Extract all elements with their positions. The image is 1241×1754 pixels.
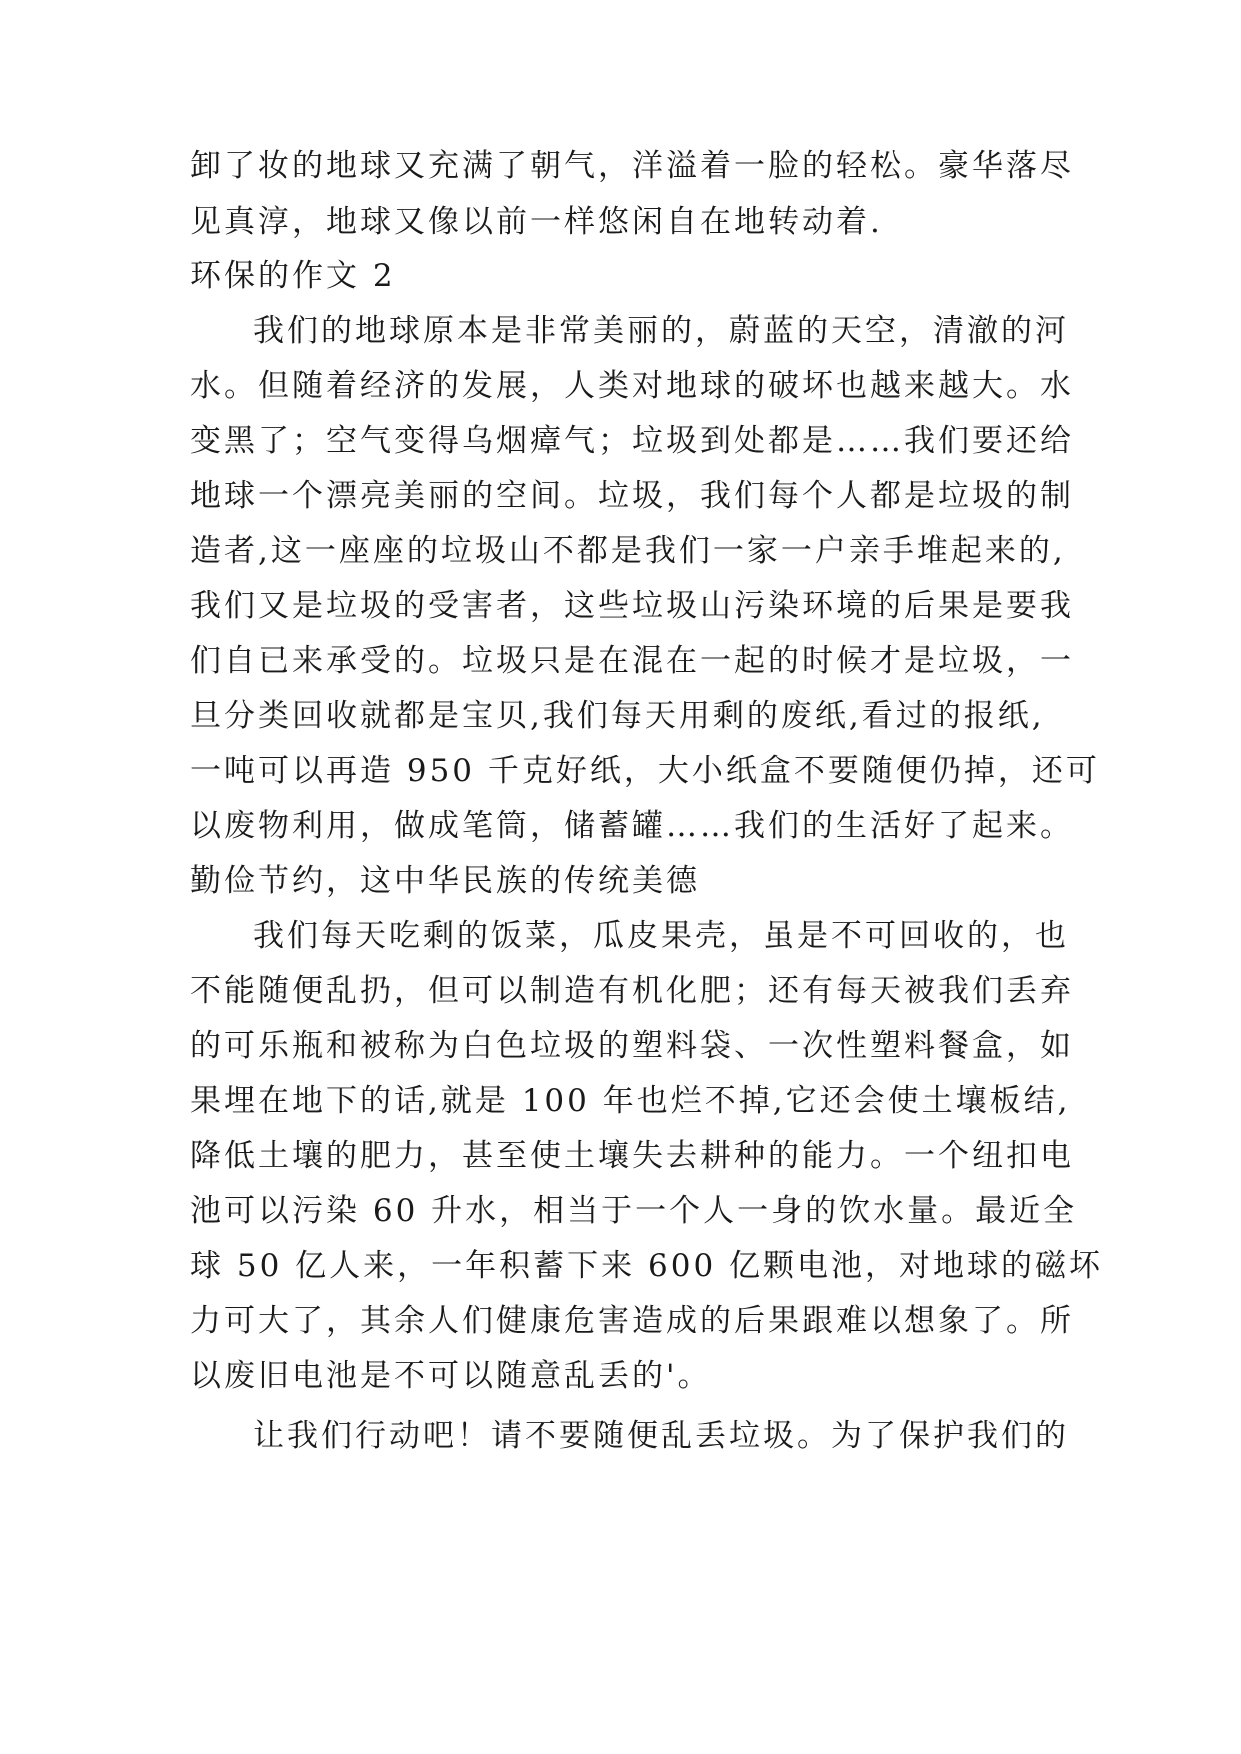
- paragraph-first-line: 让我们行动吧！请不要随便乱丢垃圾。为了保护我们的: [253, 1418, 1069, 1454]
- text-line: 地球一个漂亮美丽的空间。垃圾，我们每个人都是垃圾的制: [190, 478, 1074, 514]
- text-line: 以废物利用，做成笔筒，储蓄罐……我们的生活好了起来。: [190, 808, 1074, 844]
- text-line: 力可大了，其余人们健康危害造成的后果跟难以想象了。所: [190, 1303, 1074, 1339]
- text-line: 以废旧电池是不可以随意乱丢的'。: [190, 1358, 712, 1394]
- paragraph-first-line: 我们的地球原本是非常美丽的，蔚蓝的天空，清澈的河: [253, 313, 1069, 349]
- text-line: 见真淳，地球又像以前一样悠闲自在地转动着.: [190, 204, 883, 240]
- text-line: 的可乐瓶和被称为白色垃圾的塑料袋、一次性塑料餐盒，如: [190, 1028, 1074, 1064]
- text-line: 降低土壤的肥力，甚至使土壤失去耕种的能力。一个纽扣电: [190, 1138, 1074, 1174]
- text-line: 造者,这一座座的垃圾山不都是我们一家一户亲手堆起来的,: [190, 533, 1066, 569]
- text-line: 球 50 亿人来，一年积蓄下来 600 亿颗电池，对地球的磁坏: [190, 1248, 1104, 1284]
- section-heading: 环保的作文 2: [190, 258, 396, 294]
- text-line: 卸了妆的地球又充满了朝气，洋溢着一脸的轻松。豪华落尽: [190, 148, 1074, 184]
- text-line: 果埋在地下的话,就是 100 年也烂不掉,它还会使土壤板结,: [190, 1083, 1071, 1119]
- paragraph-first-line: 我们每天吃剩的饭菜，瓜皮果壳，虽是不可回收的，也: [253, 918, 1069, 954]
- text-line: 我们又是垃圾的受害者，这些垃圾山污染环境的后果是要我: [190, 588, 1074, 624]
- text-line: 一吨可以再造 950 千克好纸，大小纸盒不要随便仍掉，还可: [190, 753, 1100, 789]
- text-line: 们自已来承受的。垃圾只是在混在一起的时候才是垃圾，一: [190, 643, 1074, 679]
- text-line: 旦分类回收就都是宝贝,我们每天用剩的废纸,看过的报纸,: [190, 698, 1045, 734]
- text-line: 池可以污染 60 升水，相当于一个人一身的饮水量。最近全: [190, 1193, 1078, 1229]
- text-line: 不能随便乱扔，但可以制造有机化肥；还有每天被我们丢弃: [190, 973, 1074, 1009]
- text-line: 变黑了；空气变得乌烟瘴气；垃圾到处都是……我们要还给: [190, 423, 1074, 459]
- text-line: 水。但随着经济的发展，人类对地球的破坏也越来越大。水: [190, 368, 1074, 404]
- text-line: 勤俭节约，这中华民族的传统美德: [190, 863, 700, 899]
